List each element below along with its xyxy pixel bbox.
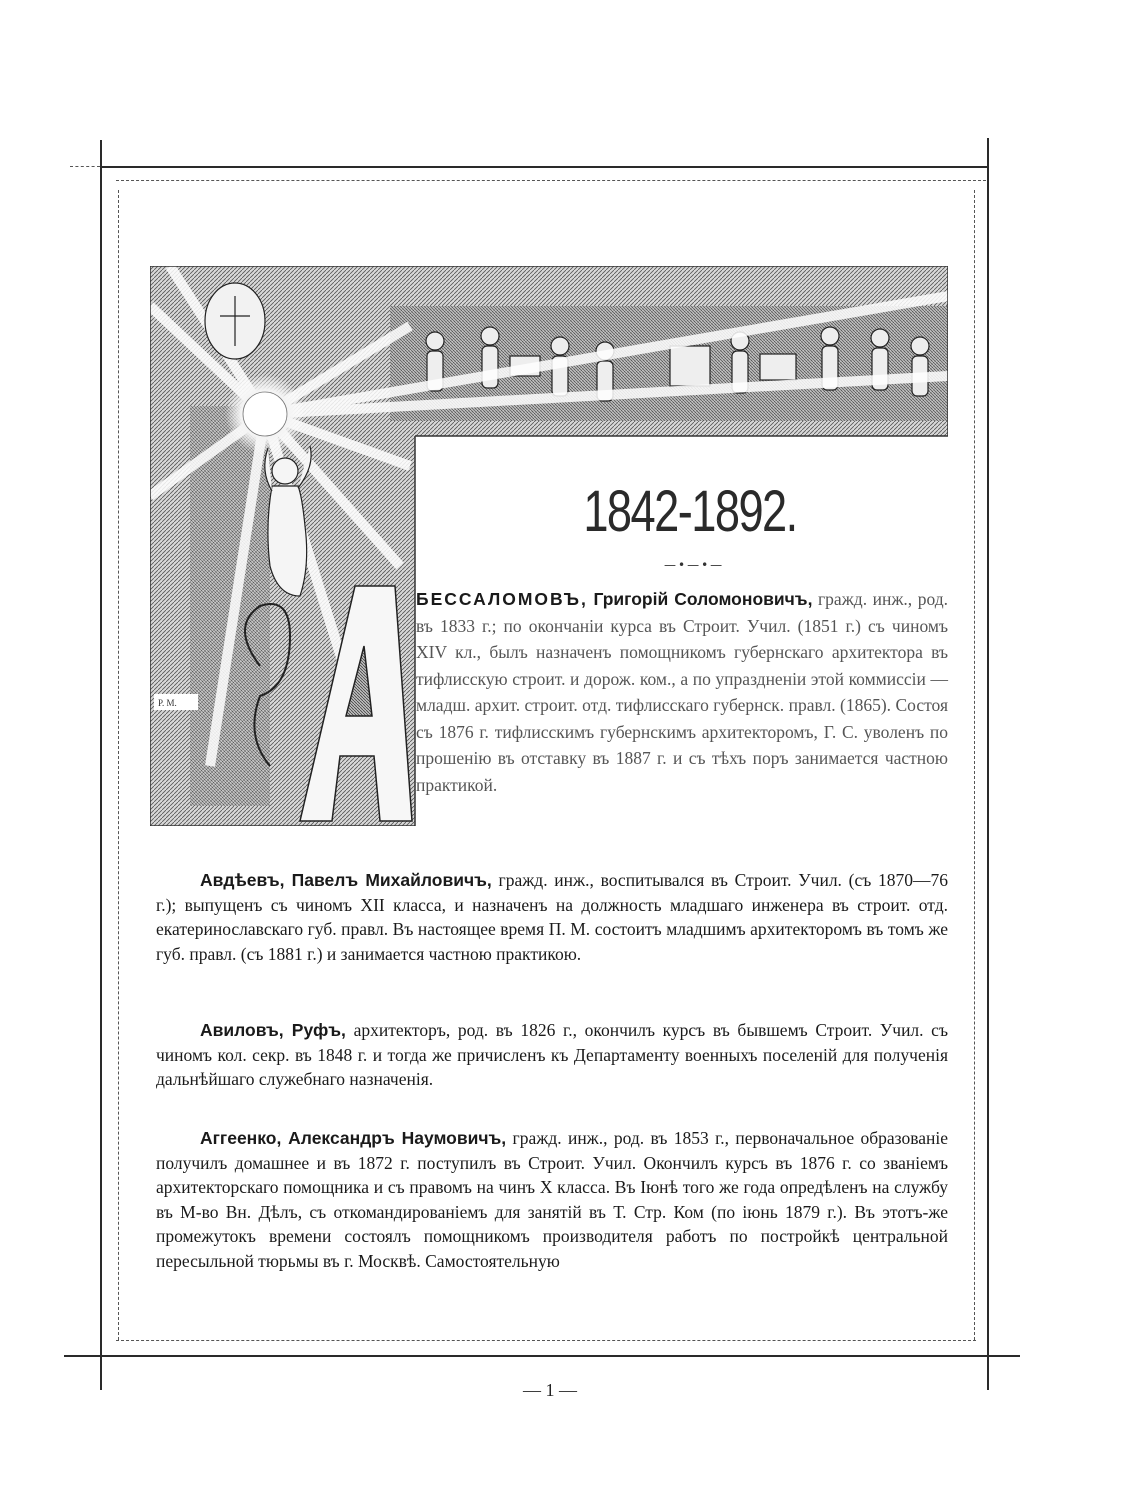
entry-name: Аггеенко, Александръ Наумовичъ, <box>200 1128 507 1148</box>
artist-initials: P. M. <box>158 698 177 708</box>
entry-avilov <box>156 1018 948 1092</box>
entry-avdeev <box>156 868 948 966</box>
entry-text: гражд. инж., род. въ 1853 г., первоначальное образованіе получилъ домашнее и въ 1872 г. поступилъ въ Строит. Учил. Окончилъ курсъ въ 1876 г. со званіемъ архитекторскаго помощника и съ правомъ на чинъ X класса. Въ Іюнѣ того же года опредѣленъ на службу въ М-во Вн. Дѣлъ, съ откомандированіемъ для занятій въ Т. Стр. Ком (по іюнь 1879 г.). Въ этотъ-же промежутокъ времени состоялъ помощникомъ производителя работъ по постройкѣ центральной пересыльной тюрьмы въ г. Москвѣ. Самостоятельную <box>156 1128 948 1271</box>
entry-text: гражд. инж., воспитывался въ Строит. Учил. (съ 1870—76 г.); выпущенъ съ чиномъ XII класса, и назначенъ на должность младшаго инженера въ строит. отд. екатеринославскаго губ. правл. Въ настоящее время П. М. состоитъ младшимъ архитекторомъ въ томъ же губ. правл. (съ 1881 г.) и занимается частною практикою. <box>156 870 949 964</box>
right-border-rule <box>987 138 989 1390</box>
top-border-dash <box>70 166 100 167</box>
entry-text: архитекторъ, род. въ 1826 г., окончилъ курсъ въ бывшемъ Строит. Учил. съ чиномъ кол. секр. въ 1848 г. и тогда же причисленъ къ Департаменту военныхъ поселеній для полученія дальнѣйшаго служебнаго назначенія. <box>156 1020 949 1089</box>
entry-bessalomov <box>416 586 948 798</box>
top-inner-dash <box>116 180 986 181</box>
entry-name: Григорій Соломоновичъ, <box>593 589 813 609</box>
entry-aggeenko <box>156 1126 948 1273</box>
year-heading: 1842-1892. <box>583 479 797 544</box>
entry-text: гражд. инж., род. въ 1833 г.; по окончаніи курса въ Строит. Учил. (1851 г.) съ чиномъ XIV кл., былъ назначенъ помощникомъ губернскаго архитектора въ тифлисскую строит. и дорож. ком., а по упраздненіи этой коммиссіи — младш. архит. строит. отд. тифлисскаго губернск. правл. (1865). Состоя съ 1876 г. тифлисскимъ губернскимъ архитекторомъ, Г. С. уволенъ по прошенію въ отставку въ 1887 г. и съ тѣхъ поръ занимается частною практикой. <box>416 589 949 795</box>
page-number: — 1 — <box>523 1380 577 1400</box>
entry-name: Авиловъ, Руфъ, <box>200 1020 346 1040</box>
bottom-inner-dash <box>116 1340 976 1341</box>
left-border-rule <box>100 140 102 1390</box>
ornament-divider: —•—•— <box>664 558 725 572</box>
entry-surname: БЕССАЛОМОВЪ, <box>416 589 588 609</box>
top-border-rule <box>100 166 988 168</box>
entry-name: Авдѣевъ, Павелъ Михайловичъ, <box>200 870 492 890</box>
right-inner-dash <box>974 190 975 1340</box>
left-inner-dash <box>118 190 119 1340</box>
bottom-border-rule <box>64 1355 1020 1357</box>
